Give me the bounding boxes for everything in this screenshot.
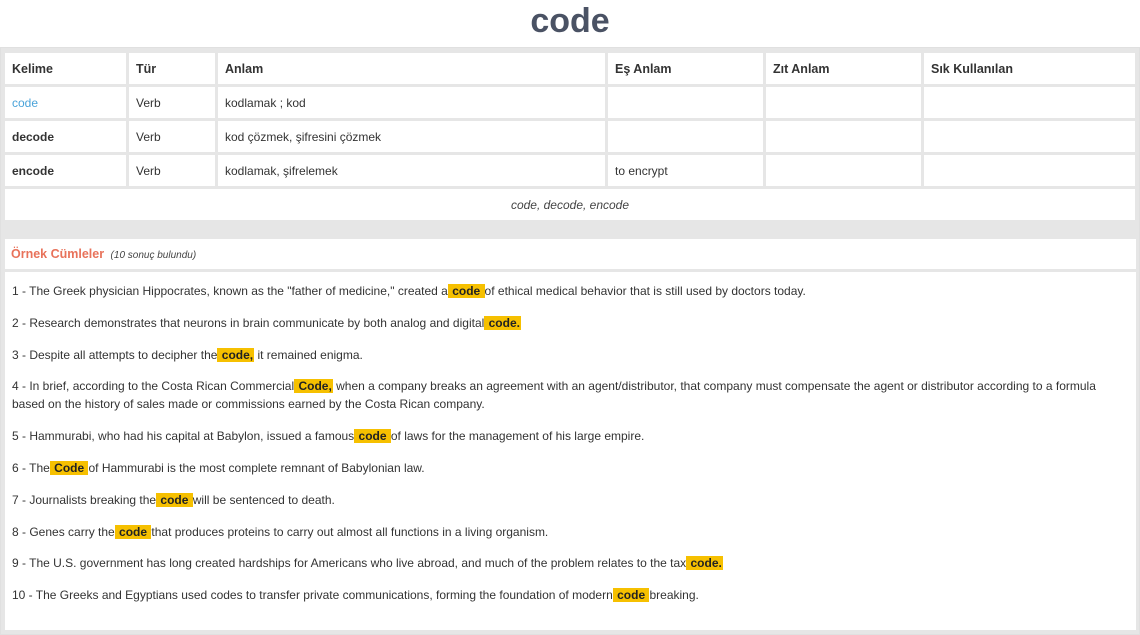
- examples-count: (10 sonuç bulundu): [110, 250, 197, 261]
- table-row: [5, 155, 1135, 186]
- example-sentence: 8 - Genes carry the code that produces proteins to carry out almost all functions in a living organism.: [12, 524, 549, 539]
- examples-header: [5, 239, 1136, 269]
- word-meaning: kodlamak ; kod: [218, 87, 605, 118]
- word-type: Verb: [129, 155, 215, 186]
- word-synonym: [608, 87, 763, 118]
- word-link-code[interactable]: code: [5, 87, 126, 118]
- word-type: Verb: [129, 87, 215, 118]
- example-sentence: 9 - The U.S. government has long created hardships for Americans who live abroad, and much of the problem relates to the tax code.: [12, 556, 722, 571]
- keyword-highlight: Code,: [295, 379, 332, 394]
- word-common: [924, 121, 1135, 152]
- word-table: [2, 50, 1138, 223]
- keyword-highlight: code.: [485, 315, 520, 330]
- word-synonym: [608, 121, 763, 152]
- word-meaning: kod çözmek, şifresini çözmek: [218, 121, 605, 152]
- related-words-row: [5, 189, 1135, 220]
- keyword-highlight: code: [613, 588, 649, 603]
- examples-list: [5, 272, 1136, 630]
- column-header-zit-anlam: Zıt Anlam: [766, 53, 921, 84]
- keyword-highlight: code: [157, 492, 192, 507]
- related-words: code, decode, encode: [5, 189, 1135, 220]
- word-encode: encode: [5, 155, 126, 186]
- example-sentence: 10 - The Greeks and Egyptians used codes to transfer private communications, forming the foundation of modern code breaking.: [12, 588, 699, 603]
- table-row: [5, 121, 1135, 152]
- word-antonym: [766, 155, 921, 186]
- word-synonym: to encrypt: [608, 155, 763, 186]
- examples-title: Örnek Cümleler: [11, 247, 105, 261]
- word-common: [924, 155, 1135, 186]
- keyword-highlight: code: [448, 284, 484, 298]
- example-sentence: 5 - Hammurabi, who had his capital at Babylon, issued a famous code of laws for the management of his large empire.: [12, 429, 645, 444]
- example-sentence: 1 - The Greek physician Hippocrates, known as the "father of medicine," created a code of ethical medical behavior that is still used by doctors today.: [12, 284, 806, 298]
- word-decode: decode: [5, 121, 126, 152]
- example-sentence: 6 - The Code of Hammurabi is the most complete remnant of Babylonian law.: [12, 460, 425, 475]
- keyword-highlight: code: [115, 524, 151, 539]
- keyword-highlight: Code: [50, 460, 88, 475]
- word-meaning: kodlamak, şifrelemek: [218, 155, 605, 186]
- word-type: Verb: [129, 121, 215, 152]
- column-header-kelime: Kelime: [5, 53, 126, 84]
- table-header-row: [5, 53, 1135, 84]
- keyword-highlight: code: [355, 429, 390, 444]
- word-antonym: [766, 87, 921, 118]
- results-panel: [0, 47, 1140, 635]
- column-header-anlam: Anlam: [218, 53, 605, 84]
- page-title: code: [530, 2, 610, 40]
- column-header-sik-kullanilan: Sık Kullanılan: [924, 53, 1135, 84]
- keyword-highlight: code.: [687, 556, 722, 571]
- word-antonym: [766, 121, 921, 152]
- column-header-es-anlam: Eş Anlam: [608, 53, 763, 84]
- example-sentence: 2 - Research demonstrates that neurons in brain communicate by both analog and digital code.: [12, 315, 520, 330]
- example-sentence: 7 - Journalists breaking the code will be sentenced to death.: [12, 492, 335, 507]
- keyword-highlight: code,: [218, 347, 254, 362]
- example-sentence: 4 - In brief, according to the Costa Rican Commercial Code, when a company breaks an agreement with an agent/distributor, that company must compensate the agent or distributor according to a formula based on the history of sales made or commissions earned by the Costa Rican company.: [12, 379, 1096, 412]
- table-row: [5, 87, 1135, 118]
- column-header-tur: Tür: [129, 53, 215, 84]
- example-sentence: 3 - Despite all attempts to decipher the code, it remained enigma.: [12, 347, 363, 362]
- word-common: [924, 87, 1135, 118]
